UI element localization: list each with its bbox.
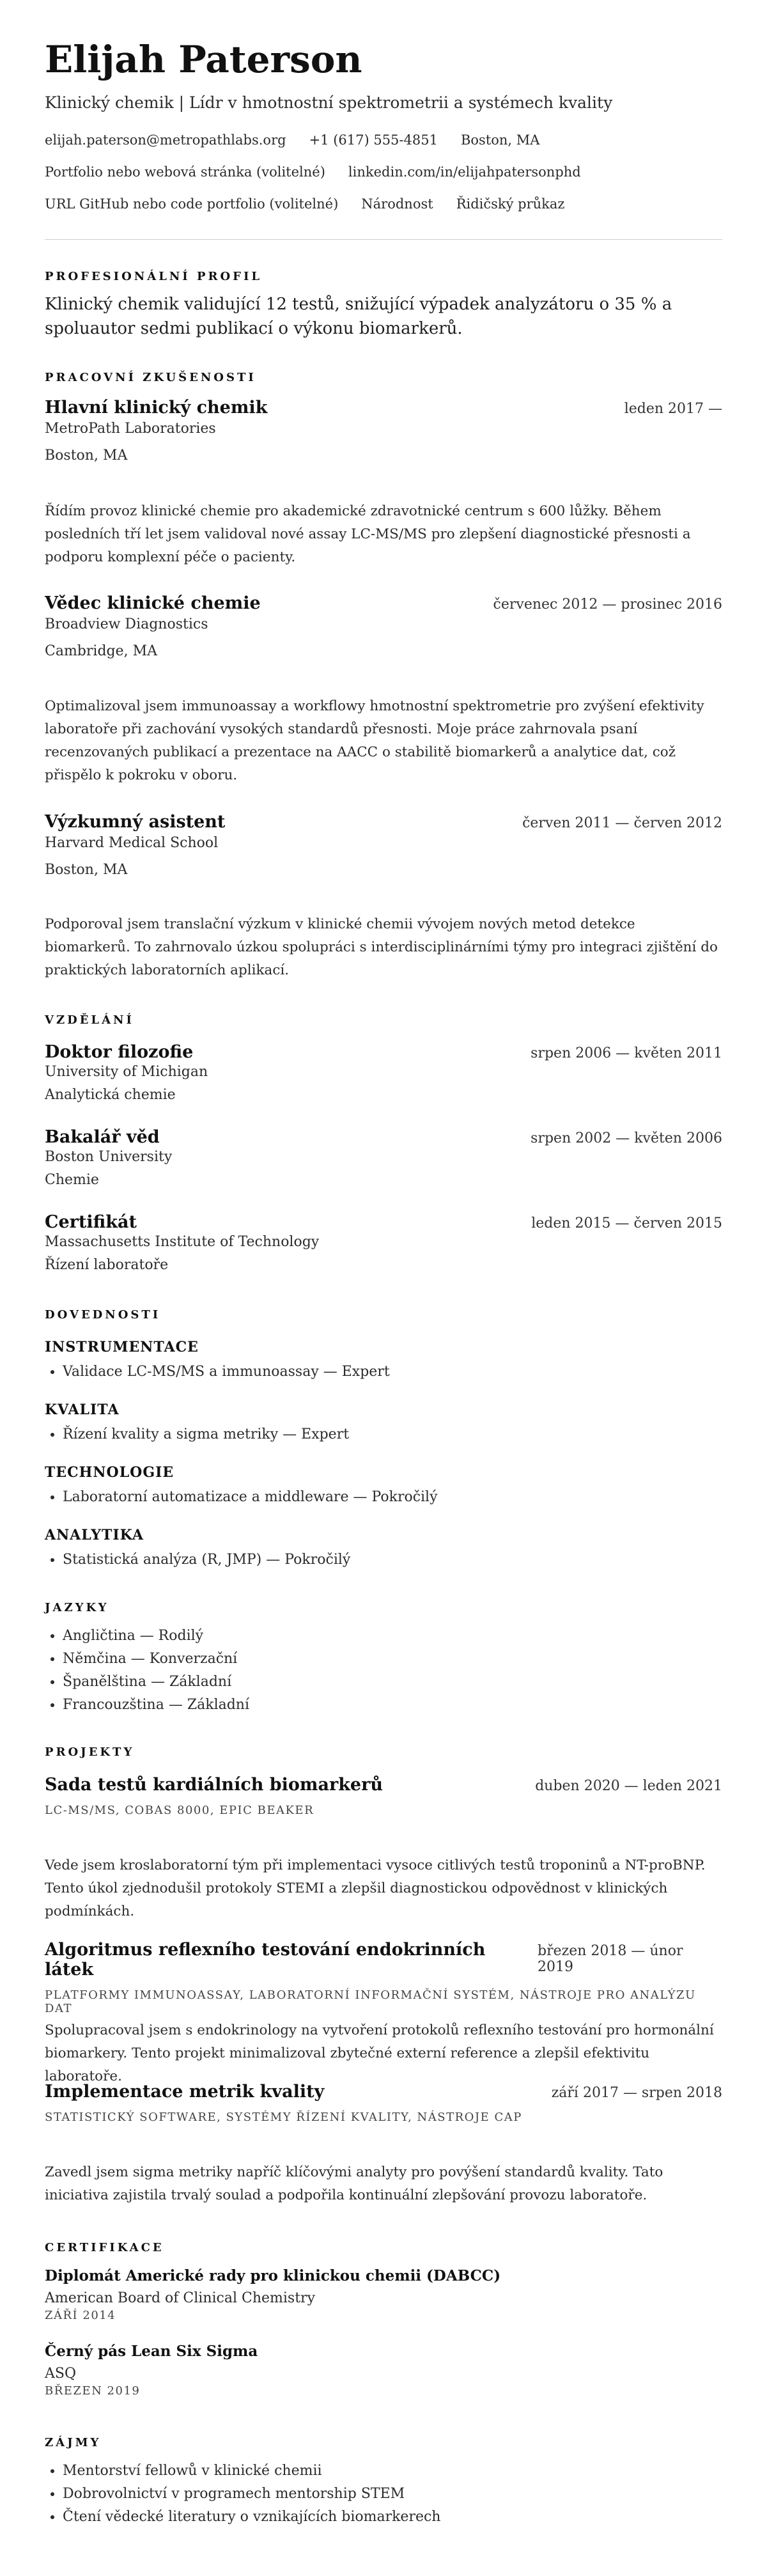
education-date: srpen 2002 — květen 2006 (531, 1130, 722, 1146)
experience-item (45, 593, 722, 662)
experience-item (45, 398, 722, 466)
skill-category: TECHNOLOGIE (45, 1464, 174, 1481)
skill-group (45, 1401, 722, 1446)
education-item-header (45, 1042, 722, 1062)
education-degree: Certifikát (45, 1212, 137, 1232)
project-tech: PLATFORMY IMMUNOASSAY, LABORATORNÍ INFORMAČNÍ SYSTÉM, NÁSTROJE PRO ANALÝZU DAT (45, 1988, 696, 2015)
education-school: University of Michigan (45, 1064, 208, 1080)
certification-name: Černý pás Lean Six Sigma (45, 2343, 258, 2360)
experience-date: leden 2017 — (624, 401, 722, 417)
project-title: Sada testů kardiálních biomarkerů (45, 1775, 383, 1795)
education-date: leden 2015 — červen 2015 (531, 1215, 722, 1231)
education-school: Boston University (45, 1149, 173, 1165)
contact-linkedin[interactable]: linkedin.com/in/elijahpatersonphd (348, 164, 581, 180)
profile-heading: PROFESIONÁLNÍ PROFIL (45, 270, 263, 283)
certification-name: Diplomát Americké rady pro klinickou chemii (DABCC) (45, 2267, 501, 2284)
interest-item: • Čtení vědecké literatury o vznikajících biomarkerech (63, 2506, 722, 2529)
profile-section (45, 270, 722, 341)
experience-date: červenec 2012 — prosinec 2016 (493, 597, 722, 613)
experience-description: Optimalizoval jsem immunoassay a workflowy hmotnostní spektrometrie pro zvýšení efektivity laboratoře při zachování vysokých standardů přesnosti. Moje práce zahrnovala psaní recenzovaných publikací a prezentace na AACC o stabilitě biomarkerů a analytice dat, což přispělo k pokroku v oboru. (45, 698, 704, 783)
education-field: Řízení laboratoře (45, 1257, 169, 1273)
education-heading: VZDĚLÁNÍ (45, 1013, 134, 1027)
experience-heading-wrap (45, 371, 722, 384)
education-item-header (45, 1212, 722, 1232)
education-item (45, 1212, 722, 1276)
skills-heading-wrap (45, 1308, 722, 1322)
project-item-header (45, 1940, 722, 1979)
skill-item: • Validace LC-MS/MS a immunoassay — Expert (63, 1361, 722, 1384)
experience-title: Vědec klinické chemie (45, 593, 261, 613)
skill-item: • Statistická analýza (R, JMP) — Pokročilý (63, 1549, 722, 1572)
project-tech: STATISTICKÝ SOFTWARE, SYSTÉMY ŘÍZENÍ KVALITY, NÁSTROJE CAP (45, 2111, 522, 2124)
experience-title: Výzkumný asistent (45, 812, 226, 832)
education-degree: Doktor filozofie (45, 1042, 194, 1062)
experience-item-header (45, 593, 722, 613)
education-item (45, 1127, 722, 1190)
education-field: Chemie (45, 1172, 99, 1188)
certification-item (45, 2343, 722, 2398)
certification-issuer: ASQ (45, 2366, 76, 2382)
experience-location: Boston, MA (45, 862, 128, 878)
interest-item: • Dobrovolnictví v programech mentorship STEM (63, 2483, 722, 2506)
language-item: • Španělština — Základní (63, 1671, 722, 1694)
skill-category: INSTRUMENTACE (45, 1339, 199, 1355)
project-description: Spolupracoval jsem s endokrinology na vytvoření protokolů reflexního testování pro hormonální biomarkery. Tento projekt minimalizoval zbytečné externí reference a zlepšil efektivitu laboratoře. (45, 2022, 714, 2084)
skill-group (45, 1339, 722, 1384)
project-date: září 2017 — srpen 2018 (551, 2085, 722, 2101)
language-item: • Angličtina — Rodilý (63, 1625, 722, 1648)
experience-org: MetroPath Laboratories (45, 421, 216, 437)
experience-location: Cambridge, MA (45, 643, 158, 659)
certification-issuer: American Board of Clinical Chemistry (45, 2290, 315, 2306)
contact-location: Boston, MA (460, 132, 540, 148)
certifications-section (45, 2241, 722, 2254)
candidate-name: Elijah Paterson (45, 38, 362, 81)
interest-item: • Mentorství fellowů v klinické chemii (63, 2460, 722, 2483)
language-item: • Němčina — Konverzační (63, 1648, 722, 1671)
project-item-header (45, 2082, 722, 2102)
interests-section (45, 2436, 722, 2529)
education-field: Analytická chemie (45, 1087, 176, 1103)
project-date: duben 2020 — leden 2021 (535, 1778, 722, 1794)
contact-row-links (45, 162, 722, 182)
experience-date: červen 2011 — červen 2012 (522, 815, 722, 831)
project-description: Vede jsem kroslaboratorní tým při implementaci vysoce citlivých testů troponinů a NT-proBNP. Tento úkol zjednodušil protokoly STEMI a zlepšil diagnostickou odpovědnost v klinických podmínkách. (45, 1857, 706, 1919)
skills-heading: DOVEDNOSTI (45, 1308, 161, 1322)
project-item-header (45, 1775, 722, 1795)
project-title: Implementace metrik kvality (45, 2082, 325, 2102)
experience-description: Řídím provoz klinické chemie pro akademické zdravotnické centrum s 600 lůžky. Během posledních tří let jsem validoval nové assay LC-MS/MS pro zlepšení diagnostické přesnosti a podporu komplexní péče o pacienty. (45, 503, 691, 565)
education-degree: Bakalář věd (45, 1127, 160, 1147)
contact-phone[interactable]: +1 (617) 555-4851 (309, 132, 438, 148)
education-item-header (45, 1127, 722, 1147)
skill-group (45, 1464, 722, 1509)
candidate-subtitle: Klinický chemik | Lídr v hmotnostní spektrometrii a systémech kvality (45, 93, 613, 112)
project-description: Zavedl jsem sigma metriky napříč klíčovými analyty pro povýšení standardů kvality. Tato iniciativa zajistila trvalý soulad a podpořila kontinuální zlepšování provozu laboratoře. (45, 2164, 663, 2203)
experience-location: Boston, MA (45, 448, 128, 464)
interests-heading: ZÁJMY (45, 2436, 102, 2449)
project-tech: LC-MS/MS, COBAS 8000, EPIC BEAKER (45, 1804, 314, 1817)
project-date: březen 2018 — únor 2019 (538, 1943, 683, 1975)
contact-nationality: Národnost (361, 196, 433, 212)
certification-date: BŘEZEN 2019 (45, 2384, 141, 2398)
languages-heading: JAZYKY (45, 1601, 109, 1614)
language-item: • Francouzština — Základní (63, 1694, 722, 1717)
project-item (45, 2082, 722, 2124)
contact-portfolio[interactable]: Portfolio nebo webová stránka (volitelné) (45, 164, 325, 180)
contact-row-primary (45, 130, 722, 150)
skill-item: • Laboratorní automatizace a middleware — Pokročilý (63, 1486, 722, 1509)
contact-github[interactable]: URL GitHub nebo code portfolio (volitelné) (45, 196, 339, 212)
skill-category: ANALYTIKA (45, 1527, 144, 1543)
experience-org: Harvard Medical School (45, 835, 219, 851)
project-item (45, 1940, 722, 2015)
experience-item-header (45, 398, 722, 418)
experience-title: Hlavní klinický chemik (45, 398, 268, 418)
skill-category: KVALITA (45, 1401, 120, 1418)
projects-heading-wrap (45, 1745, 722, 1759)
experience-heading: PRACOVNÍ ZKUŠENOSTI (45, 371, 256, 384)
education-item (45, 1042, 722, 1105)
experience-item-header (45, 812, 722, 832)
education-heading-wrap (45, 1013, 722, 1027)
certifications-heading: CERTIFIKACE (45, 2241, 164, 2254)
profile-text: Klinický chemik validující 12 testů, snižující výpadek analyzátoru o 35 % a spoluautor sedmi publikací o výkonu biomarkerů. (45, 295, 672, 338)
education-school: Massachusetts Institute of Technology (45, 1234, 320, 1250)
contact-row-extra (45, 194, 722, 214)
project-item (45, 1775, 722, 1817)
header-divider (45, 239, 722, 240)
projects-heading: PROJEKTY (45, 1745, 135, 1759)
education-date: srpen 2006 — květen 2011 (531, 1045, 722, 1061)
contact-license: Řidičský průkaz (456, 196, 565, 212)
experience-description: Podporoval jsem translační výzkum v klinické chemii vývojem nových metod detekce biomarkerů. To zahrnovalo úzkou spolupráci s interdisciplinárními týmy pro integraci zjištění do praktických laboratorních aplikací. (45, 916, 718, 978)
skill-item: • Řízení kvality a sigma metriky — Expert (63, 1423, 722, 1446)
skill-group (45, 1527, 722, 1572)
certification-item (45, 2267, 722, 2322)
experience-org: Broadview Diagnostics (45, 616, 208, 632)
contact-email[interactable]: elijah.paterson@metropathlabs.org (45, 132, 286, 148)
certification-date: ZÁŘÍ 2014 (45, 2309, 116, 2322)
languages-section (45, 1601, 722, 1717)
project-title: Algoritmus reflexního testování endokrinních látek (45, 1940, 486, 1979)
experience-item (45, 812, 722, 880)
